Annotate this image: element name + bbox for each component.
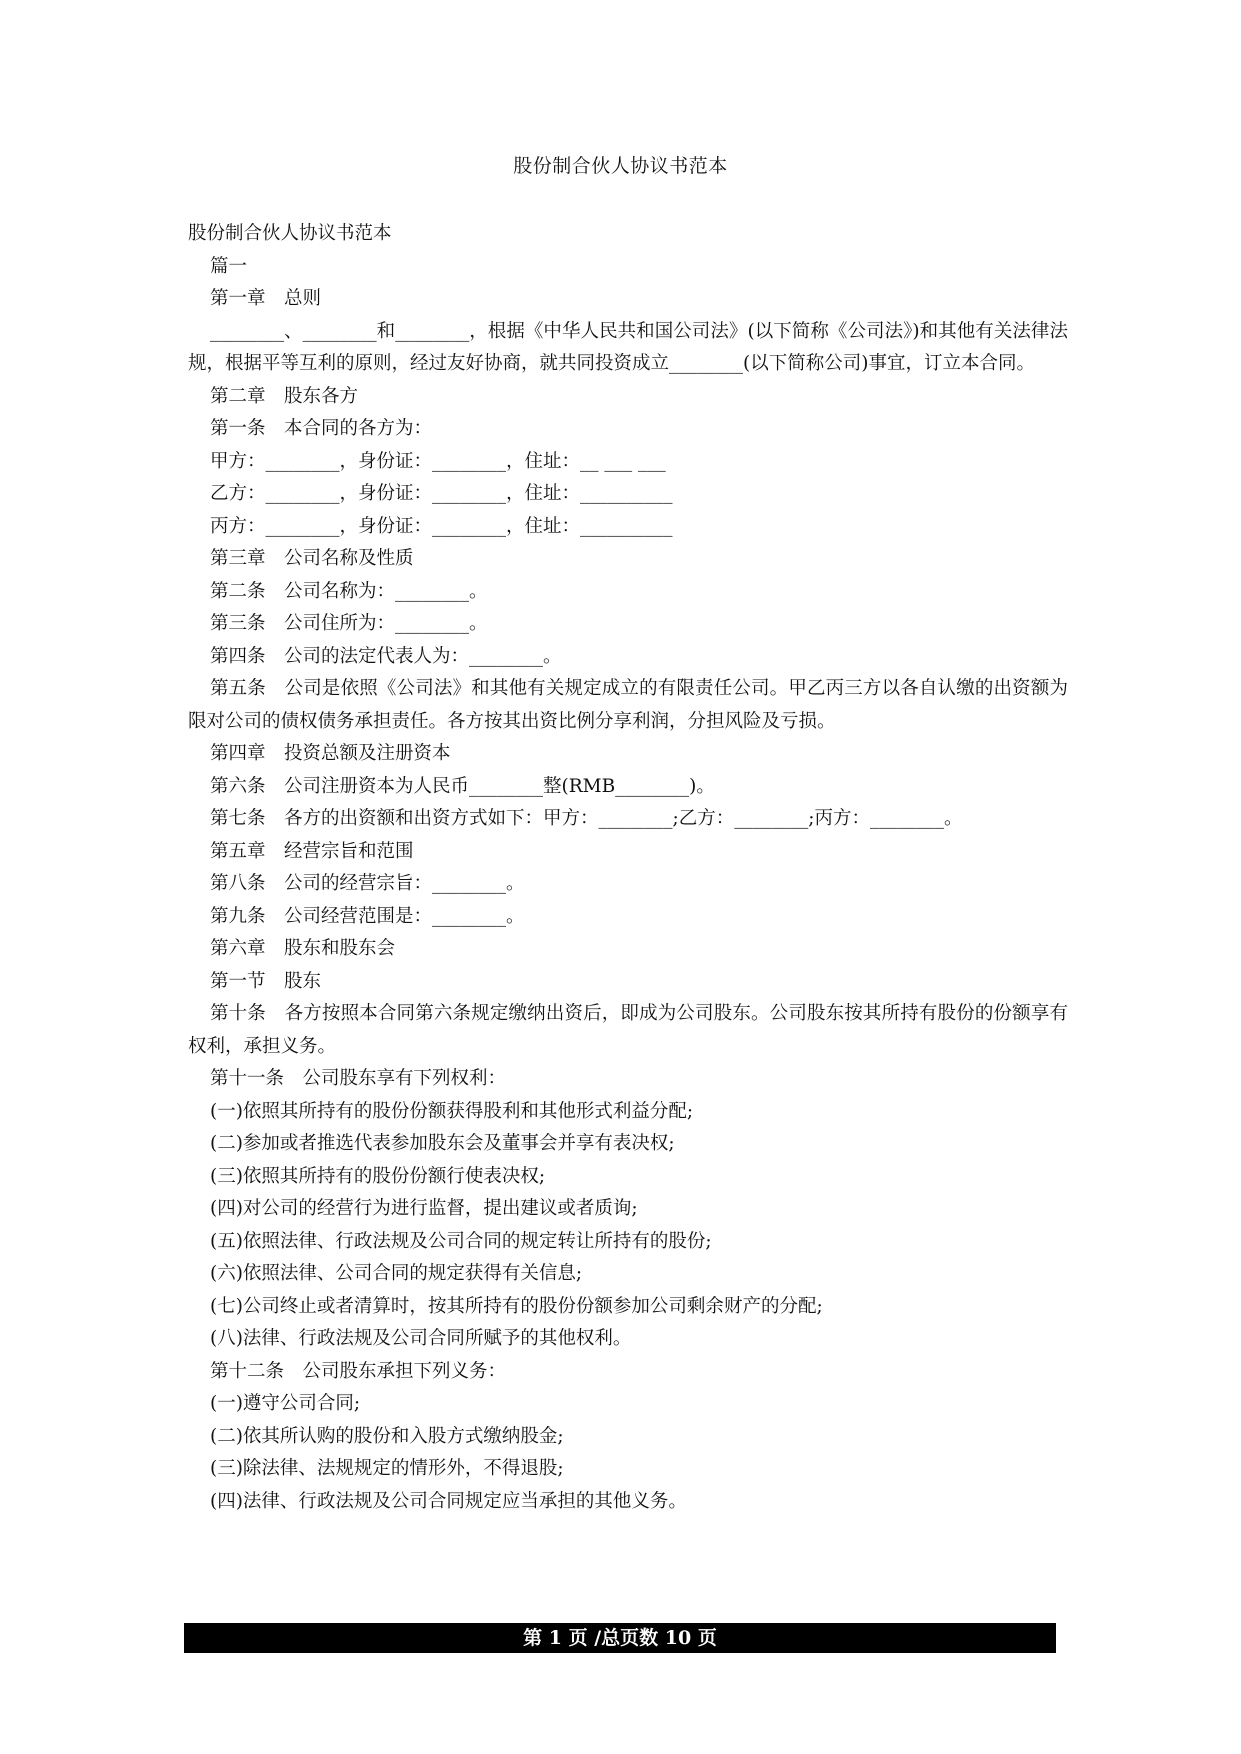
body-line: (三)依照其所持有的股份份额行使表决权;	[210, 1165, 546, 1187]
body-line: (二)参加或者推选代表参加股东会及董事会并享有表决权;	[210, 1133, 675, 1154]
page-number-label: 第 1 页 /总页数 10 页	[523, 1627, 717, 1649]
body-line: 股份制合伙人协议书范本	[188, 223, 392, 244]
body-line: (八)法律、行政法规及公司合同所赋予的其他权利。	[210, 1328, 632, 1349]
body-line: 乙方：________，身份证：________，住址：__________	[210, 483, 673, 504]
body-paragraph: 第七条 各方的出资额和出资方式如下：甲方：________;乙方：________;丙方：________。	[210, 808, 963, 829]
document-title: 股份制合伙人协议书范本	[513, 155, 728, 177]
body-line: 第九条 公司经营范围是：________。	[210, 905, 525, 927]
page-footer	[184, 1623, 1056, 1653]
body-line: (六)依照法律、公司合同的规定获得有关信息;	[210, 1263, 583, 1284]
body-line: (二)依其所认购的股份和入股方式缴纳股金;	[210, 1425, 564, 1447]
body-line: 第一条 本合同的各方为：	[210, 418, 433, 439]
body-line: 第五章 经营宗旨和范围	[210, 840, 414, 862]
body-line: 第十一条 公司股东享有下列权利：	[210, 1068, 507, 1089]
body-line: 第一节 股东	[210, 970, 322, 992]
body-line: 第八条 公司的经营宗旨：________。	[210, 873, 525, 894]
body-paragraph: ________、________和________，根据《中华人民共和国公司法》(以下简称《公司法》)和其他有关法律法规，根据平等互利的原则，经过友好协商，就共同投资成立________(以下简称公司)事宜，订立本合同。	[188, 320, 1068, 374]
body-line: (四)对公司的经营行为进行监督，提出建议或者质询;	[210, 1198, 638, 1219]
body-line: (四)法律、行政法规及公司合同规定应当承担的其他义务。	[210, 1490, 687, 1512]
body-line: (一)依照其所持有的股份份额获得股利和其他形式利益分配;	[210, 1100, 694, 1122]
body-line: 第三章 公司名称及性质	[210, 548, 414, 569]
body-line: (五)依照法律、行政法规及公司合同的规定转让所持有的股份;	[210, 1230, 712, 1252]
body-line: 第六章 股东和股东会	[210, 938, 396, 959]
body-line: 第六条 公司注册资本为人民币________整(RMB________)。	[210, 775, 715, 797]
body-line: 第二条 公司名称为：________。	[210, 580, 488, 602]
body-line: (一)遵守公司合同;	[210, 1393, 361, 1414]
body-line: 甲方：________，身份证：________，住址：__ ___ ___	[210, 450, 666, 472]
body-line: (七)公司终止或者清算时，按其所持有的股份份额参加公司剩余财产的分配;	[210, 1295, 823, 1317]
body-line: 丙方：________，身份证：________，住址：__________	[210, 515, 673, 537]
body-line: 第四章 投资总额及注册资本	[210, 743, 451, 764]
body-paragraph: 第五条 公司是依照《公司法》和其他有关规定成立的有限责任公司。甲乙丙三方以各自认缴的出资额为限对公司的债权债务承担责任。各方按其出资比例分享利润，分担风险及亏损。	[188, 678, 1068, 732]
body-line: 第十二条 公司股东承担下列义务：	[210, 1360, 507, 1382]
body-line: 第四条 公司的法定代表人为：________。	[210, 645, 562, 667]
body-paragraph: 第十条 各方按照本合同第六条规定缴纳出资后，即成为公司股东。公司股东按其所持有股份的份额享有权利，承担义务。	[188, 1003, 1068, 1057]
body-line: 第二章 股东各方	[210, 385, 359, 407]
body-line: 篇一	[210, 255, 248, 277]
document-body	[188, 218, 1068, 1518]
body-line: 第三条 公司住所为：________。	[210, 613, 488, 634]
body-line: (三)除法律、法规规定的情形外，不得退股;	[210, 1458, 564, 1479]
body-line: 第一章 总则	[210, 288, 322, 309]
